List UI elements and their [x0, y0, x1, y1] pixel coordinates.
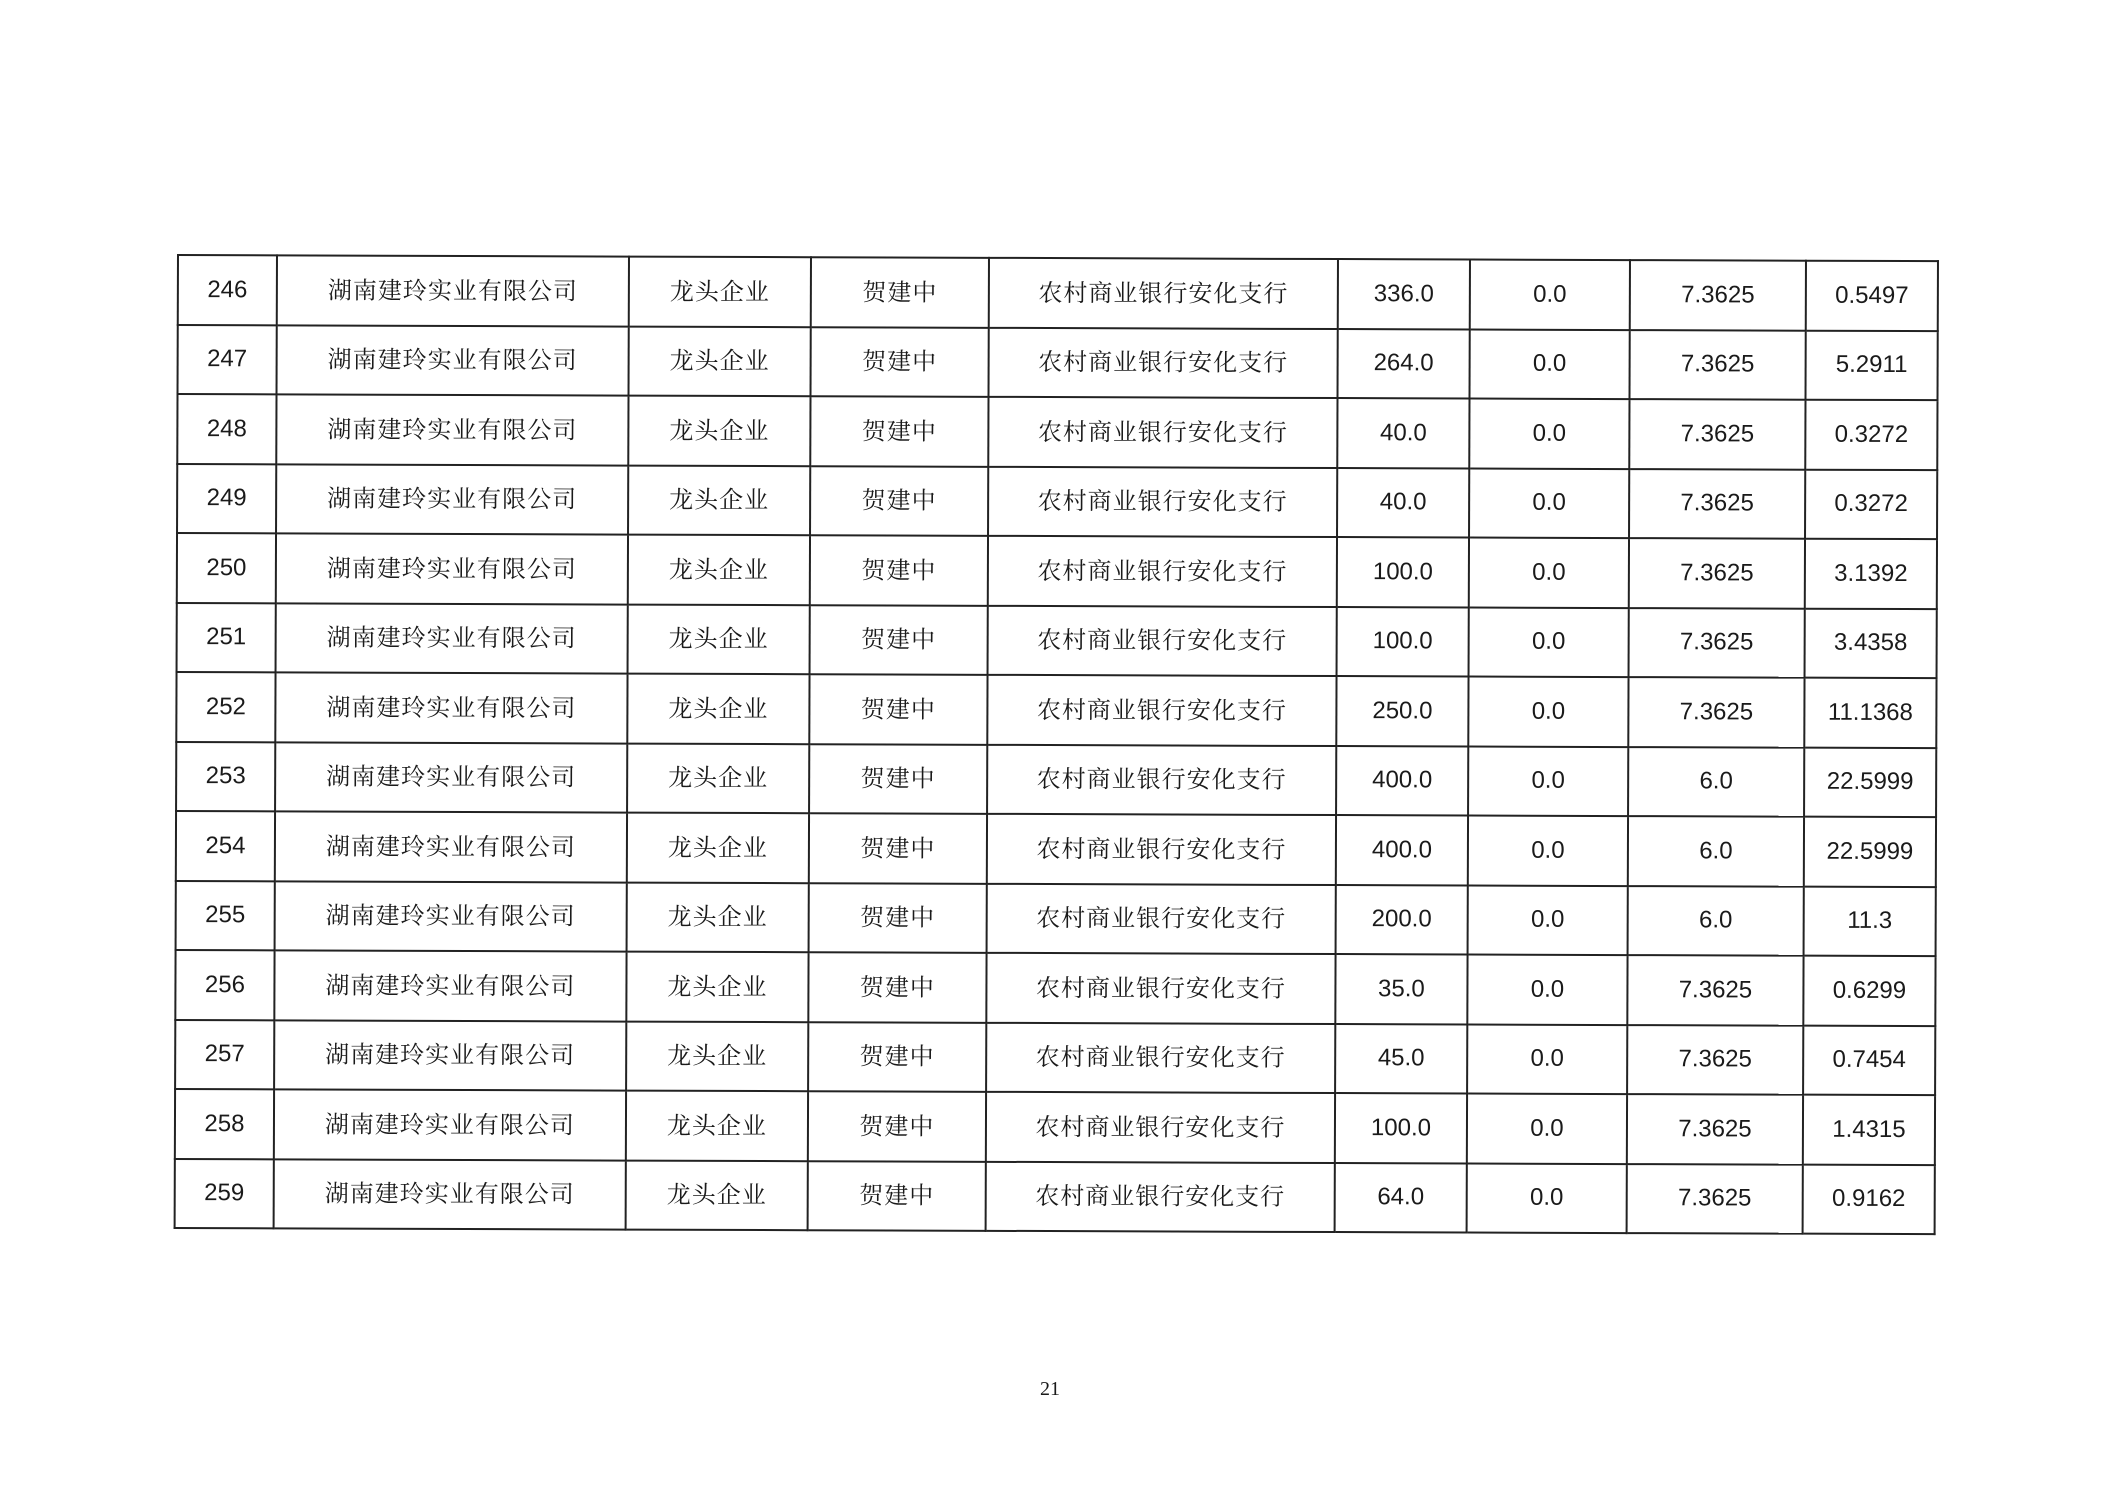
cell-person: 贺建中: [810, 466, 988, 536]
cell-amount: 264.0: [1338, 329, 1470, 399]
cell-value: 0.0: [1467, 955, 1627, 1025]
cell-value: 0.0: [1467, 1094, 1627, 1164]
cell-value: 0.0: [1468, 816, 1628, 886]
table-row: [176, 742, 1936, 818]
cell-person: 贺建中: [810, 535, 988, 605]
cell-company: 湖南建玲实业有限公司: [274, 950, 626, 1021]
table-row: [177, 603, 1937, 679]
cell-bank: 农村商业银行安化支行: [987, 883, 1336, 954]
cell-serial-number: 258: [175, 1089, 274, 1159]
cell-bank: 农村商业银行安化支行: [988, 605, 1337, 676]
cell-person: 贺建中: [810, 396, 988, 466]
cell-company: 湖南建玲实业有限公司: [275, 881, 627, 952]
cell-enterprise-type: 龙头企业: [628, 396, 810, 466]
cell-bank: 农村商业银行安化支行: [987, 814, 1336, 885]
cell-interest: 0.7454: [1803, 1025, 1935, 1095]
table-row: [175, 1019, 1935, 1095]
cell-rate: 6.0: [1628, 886, 1804, 956]
cell-company: 湖南建玲实业有限公司: [274, 1089, 626, 1160]
cell-bank: 农村商业银行安化支行: [986, 1022, 1335, 1093]
cell-serial-number: 252: [176, 672, 275, 742]
cell-rate: 7.3625: [1627, 1025, 1803, 1095]
cell-interest: 0.3272: [1805, 469, 1937, 539]
table-body: [175, 255, 1938, 1234]
table-row: [176, 672, 1936, 748]
table-row: [176, 811, 1936, 887]
cell-person: 贺建中: [808, 1022, 986, 1092]
cell-interest: 22.5999: [1804, 817, 1936, 887]
table-row: [177, 533, 1937, 609]
cell-enterprise-type: 龙头企业: [628, 535, 810, 605]
cell-person: 贺建中: [811, 257, 989, 327]
cell-rate: 7.3625: [1629, 608, 1805, 678]
cell-serial-number: 255: [176, 880, 275, 950]
cell-interest: 0.5497: [1806, 261, 1938, 331]
cell-amount: 250.0: [1336, 676, 1468, 746]
cell-amount: 40.0: [1337, 468, 1469, 538]
cell-serial-number: 257: [175, 1019, 274, 1089]
table-row: [175, 1089, 1935, 1165]
cell-value: 0.0: [1470, 329, 1630, 399]
table-row: [175, 950, 1935, 1026]
cell-company: 湖南建玲实业有限公司: [274, 1020, 626, 1091]
table-row: [177, 464, 1937, 540]
table-row: [175, 1158, 1935, 1234]
cell-interest: 3.1392: [1805, 539, 1937, 609]
cell-serial-number: 250: [177, 533, 276, 603]
cell-company: 湖南建玲实业有限公司: [276, 394, 628, 465]
cell-interest: 0.9162: [1803, 1164, 1935, 1234]
cell-interest: 11.3: [1804, 886, 1936, 956]
cell-interest: 0.6299: [1803, 956, 1935, 1026]
cell-company: 湖南建玲实业有限公司: [275, 742, 627, 813]
cell-enterprise-type: 龙头企业: [627, 743, 809, 813]
cell-bank: 农村商业银行安化支行: [988, 536, 1337, 607]
cell-rate: 7.3625: [1627, 1094, 1803, 1164]
cell-enterprise-type: 龙头企业: [627, 882, 809, 952]
cell-enterprise-type: 龙头企业: [629, 257, 811, 327]
table-row: [177, 394, 1937, 470]
cell-amount: 35.0: [1335, 954, 1467, 1024]
page-number: 21: [1040, 1378, 1060, 1400]
cell-enterprise-type: 龙头企业: [626, 952, 808, 1022]
cell-value: 0.0: [1470, 260, 1630, 330]
cell-value: 0.0: [1469, 399, 1629, 469]
cell-enterprise-type: 龙头企业: [627, 674, 809, 744]
cell-company: 湖南建玲实业有限公司: [277, 325, 629, 396]
cell-value: 0.0: [1469, 468, 1629, 538]
cell-amount: 100.0: [1337, 607, 1469, 677]
cell-rate: 7.3625: [1629, 469, 1805, 539]
cell-value: 0.0: [1468, 885, 1628, 955]
cell-company: 湖南建玲实业有限公司: [277, 255, 629, 326]
cell-bank: 农村商业银行安化支行: [988, 466, 1337, 537]
cell-rate: 7.3625: [1630, 330, 1806, 400]
cell-person: 贺建中: [808, 1161, 986, 1231]
cell-person: 贺建中: [810, 605, 988, 675]
cell-serial-number: 246: [178, 255, 277, 325]
cell-person: 贺建中: [809, 744, 987, 814]
cell-amount: 40.0: [1337, 398, 1469, 468]
cell-bank: 农村商业银行安化支行: [986, 953, 1335, 1024]
cell-person: 贺建中: [809, 674, 987, 744]
cell-amount: 100.0: [1335, 1093, 1467, 1163]
cell-serial-number: 256: [175, 950, 274, 1020]
cell-bank: 农村商业银行安化支行: [986, 1092, 1335, 1163]
cell-person: 贺建中: [811, 327, 989, 397]
cell-amount: 400.0: [1336, 746, 1468, 816]
cell-serial-number: 253: [176, 742, 275, 812]
cell-rate: 7.3625: [1629, 538, 1805, 608]
cell-value: 0.0: [1469, 538, 1629, 608]
cell-interest: 0.3272: [1805, 400, 1937, 470]
cell-value: 0.0: [1467, 1024, 1627, 1094]
cell-value: 0.0: [1468, 746, 1628, 816]
cell-amount: 400.0: [1336, 815, 1468, 885]
cell-serial-number: 259: [175, 1158, 274, 1228]
cell-person: 贺建中: [809, 883, 987, 953]
cell-enterprise-type: 龙头企业: [626, 1021, 808, 1091]
cell-enterprise-type: 龙头企业: [626, 1160, 808, 1230]
cell-company: 湖南建玲实业有限公司: [275, 811, 627, 882]
cell-serial-number: 247: [178, 325, 277, 395]
cell-interest: 1.4315: [1803, 1095, 1935, 1165]
cell-bank: 农村商业银行安化支行: [987, 744, 1336, 815]
cell-person: 贺建中: [808, 1091, 986, 1161]
cell-rate: 6.0: [1628, 816, 1804, 886]
cell-company: 湖南建玲实业有限公司: [275, 672, 627, 743]
cell-value: 0.0: [1469, 607, 1629, 677]
cell-bank: 农村商业银行安化支行: [988, 397, 1337, 468]
cell-bank: 农村商业银行安化支行: [986, 1161, 1335, 1232]
cell-enterprise-type: 龙头企业: [629, 326, 811, 396]
cell-amount: 100.0: [1337, 537, 1469, 607]
cell-amount: 64.0: [1335, 1163, 1467, 1233]
cell-interest: 3.4358: [1805, 608, 1937, 678]
loan-table: [174, 254, 1939, 1235]
cell-enterprise-type: 龙头企业: [626, 1091, 808, 1161]
cell-company: 湖南建玲实业有限公司: [276, 603, 628, 674]
cell-enterprise-type: 龙头企业: [628, 465, 810, 535]
cell-serial-number: 251: [177, 603, 276, 673]
cell-interest: 22.5999: [1804, 747, 1936, 817]
cell-enterprise-type: 龙头企业: [628, 604, 810, 674]
cell-value: 0.0: [1468, 677, 1628, 747]
cell-amount: 200.0: [1336, 885, 1468, 955]
cell-bank: 农村商业银行安化支行: [989, 258, 1338, 329]
cell-company: 湖南建玲实业有限公司: [276, 464, 628, 535]
cell-enterprise-type: 龙头企业: [627, 813, 809, 883]
cell-serial-number: 248: [177, 394, 276, 464]
cell-bank: 农村商业银行安化支行: [987, 675, 1336, 746]
table-row: [178, 255, 1938, 331]
cell-rate: 7.3625: [1628, 677, 1804, 747]
cell-amount: 45.0: [1335, 1024, 1467, 1094]
cell-rate: 6.0: [1628, 747, 1804, 817]
cell-person: 贺建中: [809, 813, 987, 883]
cell-serial-number: 254: [176, 811, 275, 881]
cell-company: 湖南建玲实业有限公司: [276, 533, 628, 604]
cell-person: 贺建中: [808, 952, 986, 1022]
cell-rate: 7.3625: [1629, 399, 1805, 469]
cell-interest: 11.1368: [1804, 678, 1936, 748]
cell-amount: 336.0: [1338, 259, 1470, 329]
table-row: [176, 880, 1936, 956]
cell-value: 0.0: [1467, 1163, 1627, 1233]
table-row: [178, 325, 1938, 401]
cell-bank: 农村商业银行安化支行: [989, 327, 1338, 398]
cell-interest: 5.2911: [1806, 330, 1938, 400]
cell-rate: 7.3625: [1627, 1164, 1803, 1234]
cell-company: 湖南建玲实业有限公司: [274, 1159, 626, 1230]
cell-rate: 7.3625: [1630, 260, 1806, 330]
cell-serial-number: 249: [177, 464, 276, 534]
cell-rate: 7.3625: [1627, 955, 1803, 1025]
